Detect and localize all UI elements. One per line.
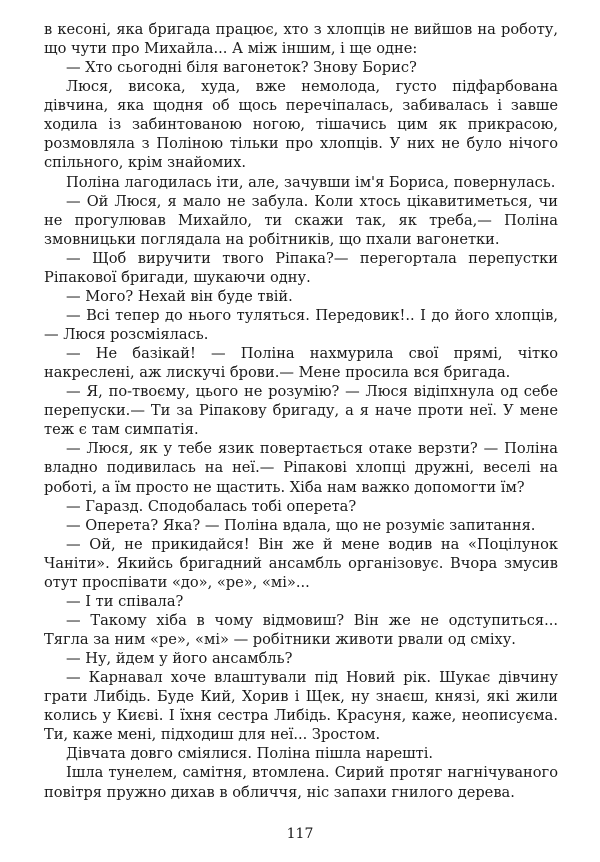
paragraph: — І ти співала?: [66, 592, 184, 610]
paragraph: — Ой Люся, я мало не забула. Коли хтось цікавитиметься, чи не прогулював Михайло, ти скажи так, як треба,— Поліна змовницьки поглядала на робітників, що пхали вагонетки.: [44, 192, 558, 248]
paragraph: Поліна лагодилась іти, але, зачувши ім'я Бориса, повернулась.: [66, 173, 556, 191]
paragraph: Дівчата довго сміялися. Поліна пішла нарешті.: [66, 745, 434, 763]
paragraph: Люся, висока, худа, вже немолода, густо підфарбована дівчина, яка щодня об щось перечіпалась, забивалась і завше ходила із забинтованою ногою, тішачись цим як прикрасою, розмовляла з Поліною тільки про хлопців. У них не було нічого спільного, крім знайомих.: [44, 78, 558, 172]
paragraph: в кесоні, яка бригада працює, хто з хлопців не вийшов на роботу, що чути про Михайла... А між іншим, і ще одне:: [44, 21, 558, 58]
paragraph: — Не базікай! — Поліна нахмурила свої прямі, чітко накреслені, аж лискучі брови.— Мене просила вся бригада.: [44, 345, 558, 382]
paragraph: — Ой, не прикидайся! Він же й мене водив на «Поцілунок Чаніти». Якийсь бригадний ансамбль організовує. Вчора змусив отут проспівати «до», «ре», «мі»...: [44, 535, 558, 591]
paragraph: — Хто сьогодні біля вагонеток? Знову Борис?: [66, 59, 417, 77]
paragraph: — Щоб виручити твого Ріпака?— перегортала перепустки Ріпакової бригади, шукаючи одну.: [44, 249, 558, 286]
page-number: 117: [286, 826, 314, 842]
paragraph: — Всі тепер до нього туляться. Передовик!.. І до його хлопців,— Люся розсміялась.: [44, 306, 558, 343]
paragraph: — Такому хіба в чому відмовиш? Він же не одступиться... Тягла за ним «ре», «мі» — робітники животи рвали од сміху.: [44, 611, 558, 648]
paragraph: — Люся, як у тебе язик повертається отаке верзти? — Поліна владно подивилась на неї.— Ріпакові хлопці дружні, веселі на роботі, а їм просто не щастить. Хіба нам важко допомогти їм?: [44, 440, 558, 496]
paragraph: — Мого? Нехай він буде твій.: [66, 287, 293, 305]
paragraph: — Ну, йдем у його ансамбль?: [66, 650, 293, 668]
body-text: [44, 20, 558, 802]
paragraph: — Оперета? Яка? — Поліна вдала, що не розуміє запитання.: [66, 516, 536, 534]
paragraph: — Гаразд. Сподобалась тобі оперета?: [66, 497, 357, 515]
paragraph: — Я, по-твоєму, цього не розумію? — Люся відіпхнула од себе перепуски.— Ти за Ріпакову бригаду, а я наче проти неї. У мене теж є там симпатія.: [44, 383, 558, 439]
paragraph: — Карнавал хоче влаштували під Новий рік. Шукає дівчину грати Либідь. Буде Кий, Хорив і Щек, ну знаєш, князі, які жили колись у Києві. І їхня сестра Либідь. Красуня, каже, неописуєма. Ти, каже мені, підходиш для неї... Зростом.: [44, 669, 558, 744]
paragraph: Ішла тунелем, самітня, втомлена. Сирий протяг нагнічуваного повітря пружно дихав в обличчя, ніс запахи гнилого дерева.: [44, 764, 558, 801]
